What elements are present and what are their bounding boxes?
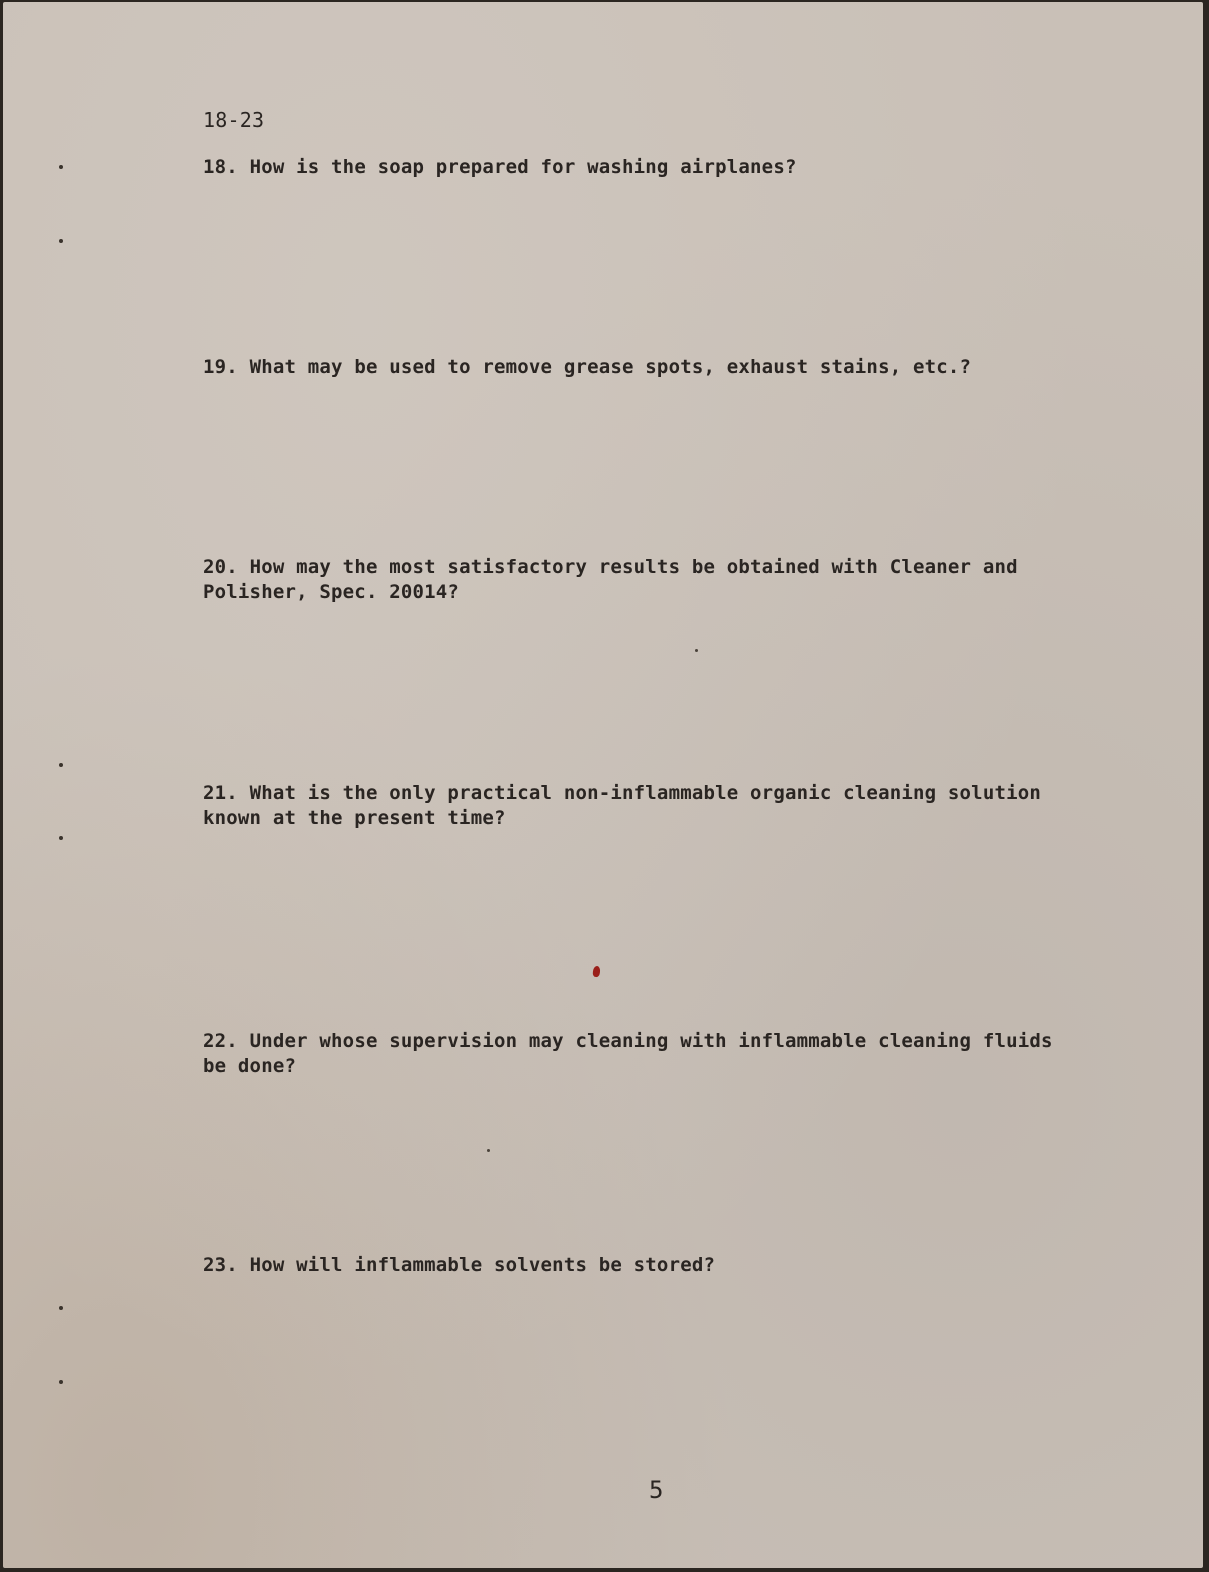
question-text: Under whose supervision may cleaning with inflammable cleaning fluids — [249, 1030, 1053, 1052]
paper-speck — [695, 649, 698, 652]
question-text: How is the soap prepared for washing airplanes? — [249, 156, 797, 178]
question-21 — [203, 781, 1041, 831]
question-number: 23. — [203, 1254, 238, 1276]
question-number: 21. — [203, 782, 238, 804]
red-ink-mark — [592, 966, 600, 978]
document-page — [3, 2, 1203, 1568]
margin-dot — [59, 239, 63, 243]
question-text: How may the most satisfactory results be obtained with Cleaner and — [249, 556, 1018, 578]
page-number: 5 — [649, 1476, 664, 1504]
question-19 — [203, 355, 971, 380]
question-text: How will inflammable solvents be stored? — [249, 1254, 716, 1276]
question-text: What is the only practical non-inflammable organic cleaning solution — [249, 782, 1042, 804]
question-number: 19. — [203, 356, 238, 378]
question-23 — [203, 1253, 715, 1278]
question-text-continued: Polisher, Spec. 20014? — [203, 581, 460, 603]
margin-dot — [59, 1380, 63, 1384]
question-20 — [203, 555, 1018, 605]
paper-speck — [487, 1149, 490, 1152]
question-number: 20. — [203, 556, 238, 578]
question-text-continued: known at the present time? — [203, 807, 506, 829]
question-number: 18. — [203, 156, 238, 178]
question-text-continued: be done? — [203, 1055, 297, 1077]
margin-dot — [59, 165, 63, 169]
margin-dot — [59, 763, 63, 767]
page-range-reference: 18-23 — [203, 108, 265, 132]
question-18 — [203, 155, 797, 180]
question-22 — [203, 1029, 1053, 1079]
margin-dot — [59, 836, 63, 840]
margin-dot — [59, 1306, 63, 1310]
question-number: 22. — [203, 1030, 238, 1052]
question-text: What may be used to remove grease spots, exhaust stains, etc.? — [249, 356, 972, 378]
